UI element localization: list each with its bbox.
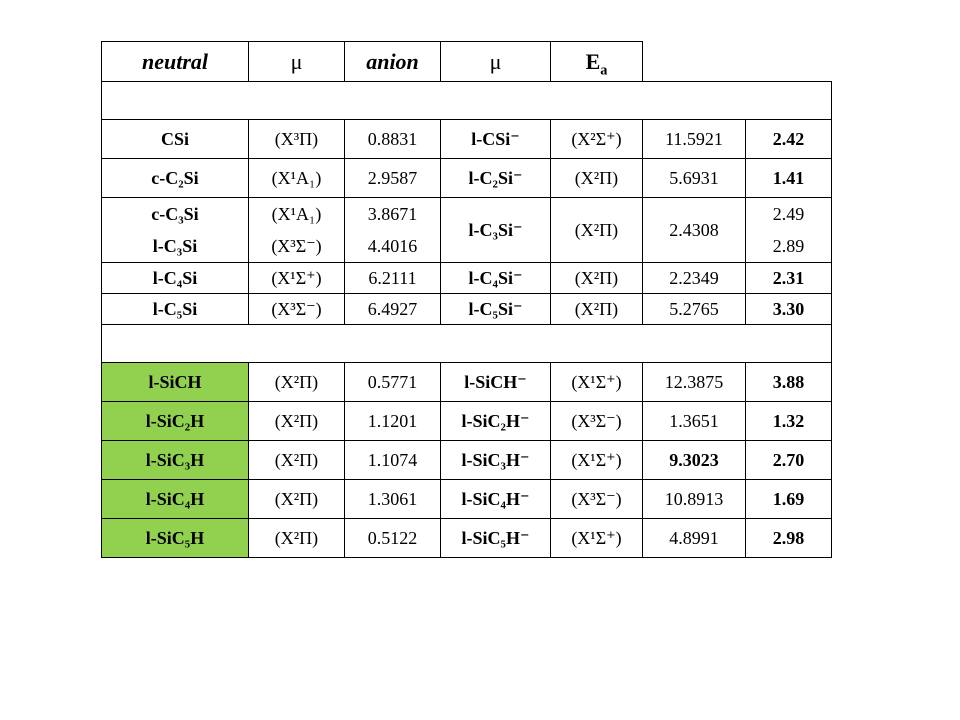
anion-mu-cell: 10.8913: [643, 480, 746, 519]
anion-cell: l-SiCH⁻: [441, 363, 551, 402]
anion-state-cell: (X³Σ⁻): [551, 402, 643, 441]
header-row: [102, 42, 832, 82]
neutral-mu-cell: [345, 198, 441, 263]
anion-mu-cell: 1.3651: [643, 402, 746, 441]
header-mu: μ: [249, 42, 345, 82]
neutral-state-2: (X³Σ⁻): [271, 236, 322, 256]
neutral-cell: l-C₄Si: [102, 263, 249, 294]
neutral-state-cell: (X¹Σ⁺): [249, 263, 345, 294]
neutral-cell: l-SiC₂H: [102, 402, 249, 441]
anion-state-cell: (X¹Σ⁺): [551, 363, 643, 402]
neutral-mu-cell: 1.1074: [345, 441, 441, 480]
neutral-mu-cell: 1.1201: [345, 402, 441, 441]
separator-row: [102, 325, 832, 363]
anion-cell: l-SiC₃H⁻: [441, 441, 551, 480]
ea-cell: 1.41: [746, 159, 832, 198]
neutral-cell: [102, 198, 249, 263]
header-mu: μ: [441, 42, 551, 82]
anion-mu-cell: 11.5921: [643, 120, 746, 159]
table-row: [102, 159, 832, 198]
neutral-mu-2: 4.4016: [367, 236, 418, 256]
anion-state-cell: (X¹Σ⁺): [551, 519, 643, 558]
neutral-mu-cell: 1.3061: [345, 480, 441, 519]
anion-mu-cell: 4.8991: [643, 519, 746, 558]
ea-cell: 2.70: [746, 441, 832, 480]
neutral-cell: l-SiC₄H: [102, 480, 249, 519]
anion-cell: l-C₂Si⁻: [441, 159, 551, 198]
neutral-cell: l-C₅Si: [102, 294, 249, 325]
electron-affinity-table: [101, 41, 832, 558]
header-neutral: neutral: [102, 42, 249, 82]
neutral-cell: c-C₂Si: [102, 159, 249, 198]
anion-cell: l-SiC₅H⁻: [441, 519, 551, 558]
neutral-isomer-2: l-C₃Si: [152, 236, 198, 256]
table-row: [102, 294, 832, 325]
neutral-state-cell: (X³Π): [249, 120, 345, 159]
neutral-cell: l-SiC₃H: [102, 441, 249, 480]
ea-value-1: 2.49: [772, 204, 805, 224]
neutral-mu-cell: 6.4927: [345, 294, 441, 325]
anion-mu-cell: 5.6931: [643, 159, 746, 198]
anion-cell: l-C₄Si⁻: [441, 263, 551, 294]
ea-symbol: E: [585, 48, 601, 74]
ea-subscript: a: [600, 61, 608, 78]
anion-mu-cell: 9.3023: [643, 441, 746, 480]
neutral-state-cell: (X²Π): [249, 402, 345, 441]
table-row: [102, 480, 832, 519]
header-anion: anion: [345, 42, 441, 82]
table-row: [102, 198, 832, 263]
anion-mu-cell: 2.2349: [643, 263, 746, 294]
neutral-mu-cell: 2.9587: [345, 159, 441, 198]
neutral-cell: l-SiCH: [102, 363, 249, 402]
ea-cell: 2.31: [746, 263, 832, 294]
ea-value-2: 2.89: [772, 236, 805, 256]
table-row: [102, 519, 832, 558]
table-row: [102, 402, 832, 441]
neutral-isomer-1: c-C₃Si: [151, 204, 199, 224]
ea-cell: 1.32: [746, 402, 832, 441]
table-row: [102, 120, 832, 159]
separator-row: [102, 82, 832, 120]
anion-state-cell: (X²Π): [551, 198, 643, 263]
neutral-mu-cell: 0.5771: [345, 363, 441, 402]
ea-cell: [746, 198, 832, 263]
neutral-state-cell: (X²Π): [249, 519, 345, 558]
neutral-state-cell: (X¹A₁): [249, 159, 345, 198]
neutral-cell: CSi: [102, 120, 249, 159]
neutral-mu-cell: 0.8831: [345, 120, 441, 159]
neutral-mu-1: 3.8671: [367, 204, 418, 224]
table-row: [102, 263, 832, 294]
separator-cell: [102, 325, 832, 363]
ea-cell: 2.98: [746, 519, 832, 558]
table-row: [102, 363, 832, 402]
anion-cell: l-SiC₂H⁻: [441, 402, 551, 441]
neutral-state-cell: (X²Π): [249, 480, 345, 519]
ea-cell: 1.69: [746, 480, 832, 519]
neutral-cell: l-SiC₅H: [102, 519, 249, 558]
anion-mu-cell: 12.3875: [643, 363, 746, 402]
anion-cell: l-C₅Si⁻: [441, 294, 551, 325]
ea-cell: 3.88: [746, 363, 832, 402]
neutral-state-1: (X¹A₁): [271, 204, 322, 224]
anion-mu-cell: 2.4308: [643, 198, 746, 263]
anion-state-cell: (X²Π): [551, 294, 643, 325]
neutral-mu-cell: 6.2111: [345, 263, 441, 294]
anion-state-cell: (X³Σ⁻): [551, 480, 643, 519]
ea-cell: 2.42: [746, 120, 832, 159]
neutral-state-cell: [249, 198, 345, 263]
anion-mu-cell: 5.2765: [643, 294, 746, 325]
anion-cell: l-CSi⁻: [441, 120, 551, 159]
neutral-mu-cell: 0.5122: [345, 519, 441, 558]
neutral-state-cell: (X²Π): [249, 363, 345, 402]
table-row: [102, 441, 832, 480]
ea-cell: 3.30: [746, 294, 832, 325]
header-electron-affinity: [551, 42, 643, 82]
separator-cell: [102, 82, 832, 120]
anion-cell: l-C₃Si⁻: [441, 198, 551, 263]
anion-state-cell: (X²Σ⁺): [551, 120, 643, 159]
neutral-state-cell: (X²Π): [249, 441, 345, 480]
anion-state-cell: (X²Π): [551, 263, 643, 294]
anion-cell: l-SiC₄H⁻: [441, 480, 551, 519]
neutral-state-cell: (X³Σ⁻): [249, 294, 345, 325]
anion-state-cell: (X¹Σ⁺): [551, 441, 643, 480]
anion-state-cell: (X²Π): [551, 159, 643, 198]
